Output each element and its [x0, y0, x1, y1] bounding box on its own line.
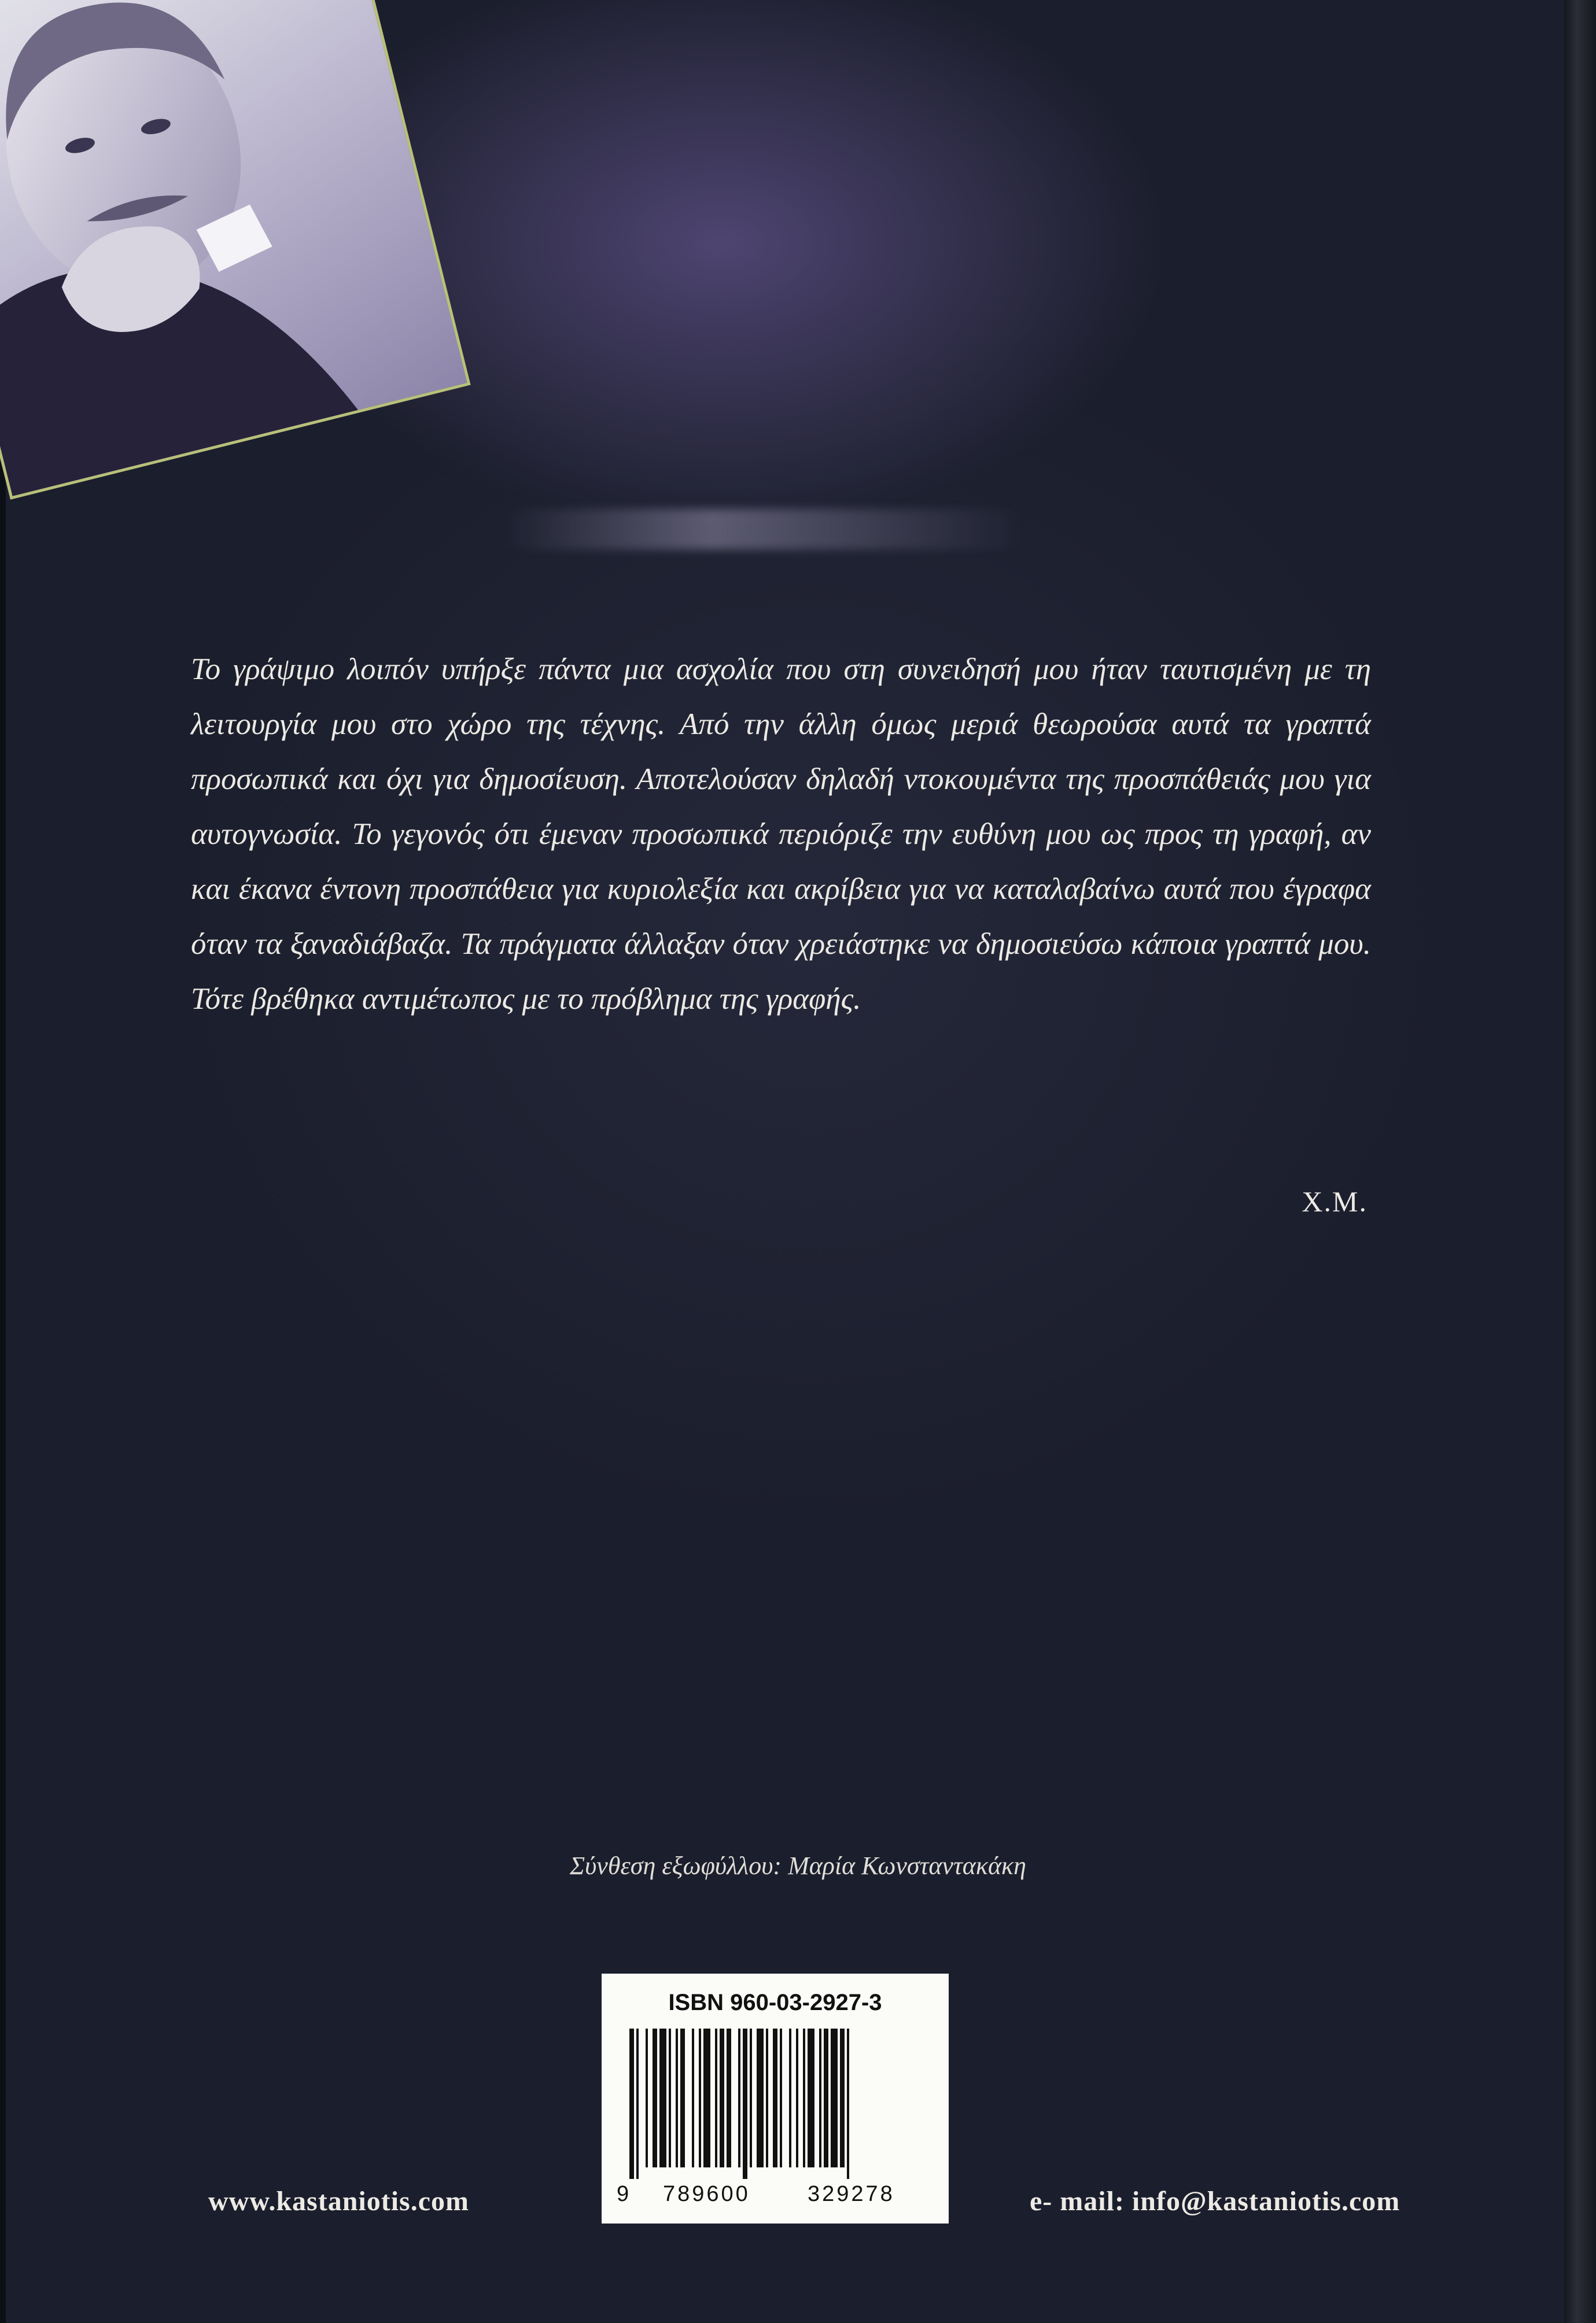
barcode-bar — [629, 2029, 634, 2179]
barcode-bar — [703, 2029, 710, 2167]
barcode-digit-first: 9 — [617, 2182, 629, 2206]
barcode-bar — [824, 2029, 828, 2167]
barcode-label — [602, 1974, 949, 2224]
barcode-bar — [840, 2029, 845, 2167]
author-initials: Χ.Μ. — [1302, 1185, 1368, 1218]
barcode-digits-left: 789600 — [663, 2182, 750, 2206]
light-streak — [503, 509, 1024, 550]
barcode-bar — [780, 2029, 782, 2167]
barcode-bar — [659, 2029, 666, 2167]
spine-edge — [1564, 0, 1596, 2323]
barcode-bar — [680, 2029, 685, 2167]
email-link[interactable]: e- mail: info@kastaniotis.com — [1030, 2186, 1400, 2217]
barcode-bar — [646, 2029, 648, 2167]
blurb-text: Το γράψιμο λοιπόν υπήρξε πάντα μια ασχολία που στη συνειδησή μου ήταν ταυτισμένη με τη λειτουργία μου στο χώρο της τέχνης. Από την άλλη όμως μεριά θεωρούσα αυτά τα γραπτά προσωπικά και όχι για δημοσίευση. Αποτελούσαν δηλαδή ντοκουμέντα της προσπάθειάς μου για αυτογνωσία. Το γεγονός ότι έμεναν προσωπικά περιόριζε την ευθύνη μου ως προς τη γραφή, αν και έκανα έντονη προσπάθεια για κυριολεξία και ακρίβεια για να καταλαβαίνω αυτά που έγραφα όταν τα ξαναδιάβαζα. Τα πράγματα άλλαξαν όταν χρειάστηκε να δημοσιεύσω κάποια γραπτά μου. Τότε βρέθηκα αντιμέτωπος με το πρόβλημα της γραφής. — [191, 652, 1371, 1016]
barcode-bar — [847, 2029, 849, 2179]
barcode-bar — [743, 2029, 747, 2179]
isbn-number: ISBN 960-03-2927-3 — [668, 1990, 882, 2015]
barcode-bar — [720, 2029, 724, 2167]
barcode-bar — [803, 2029, 805, 2167]
barcode-bar — [636, 2029, 639, 2179]
barcode-bar — [773, 2029, 777, 2167]
barcode-bar — [676, 2029, 678, 2167]
barcode-bar — [692, 2029, 694, 2167]
barcode-bar — [727, 2029, 731, 2167]
barcode-bar — [757, 2029, 764, 2167]
barcode-bar — [669, 2029, 671, 2167]
barcode-bar — [808, 2029, 814, 2167]
website-link[interactable]: www.kastaniotis.com — [208, 2186, 470, 2217]
barcode-bar — [699, 2029, 701, 2167]
barcode-bar — [819, 2029, 821, 2167]
barcode-bar — [796, 2029, 798, 2167]
barcode-bar — [653, 2029, 657, 2167]
barcode-bar — [831, 2029, 838, 2167]
barcode-bar — [750, 2029, 752, 2167]
author-portrait-icon — [0, 0, 471, 500]
author-photo — [0, 0, 471, 500]
barcode-bar — [738, 2029, 740, 2167]
cover-design-credit: Σύνθεση εξωφύλλου: Μαρία Κωνσταντακάκη — [569, 1852, 1027, 1880]
barcode-bar — [766, 2029, 768, 2167]
barcode-bar — [715, 2029, 717, 2167]
barcode-digits-right: 329278 — [808, 2182, 895, 2206]
barcode-bar — [789, 2029, 791, 2167]
barcode-icon — [629, 2029, 921, 2179]
